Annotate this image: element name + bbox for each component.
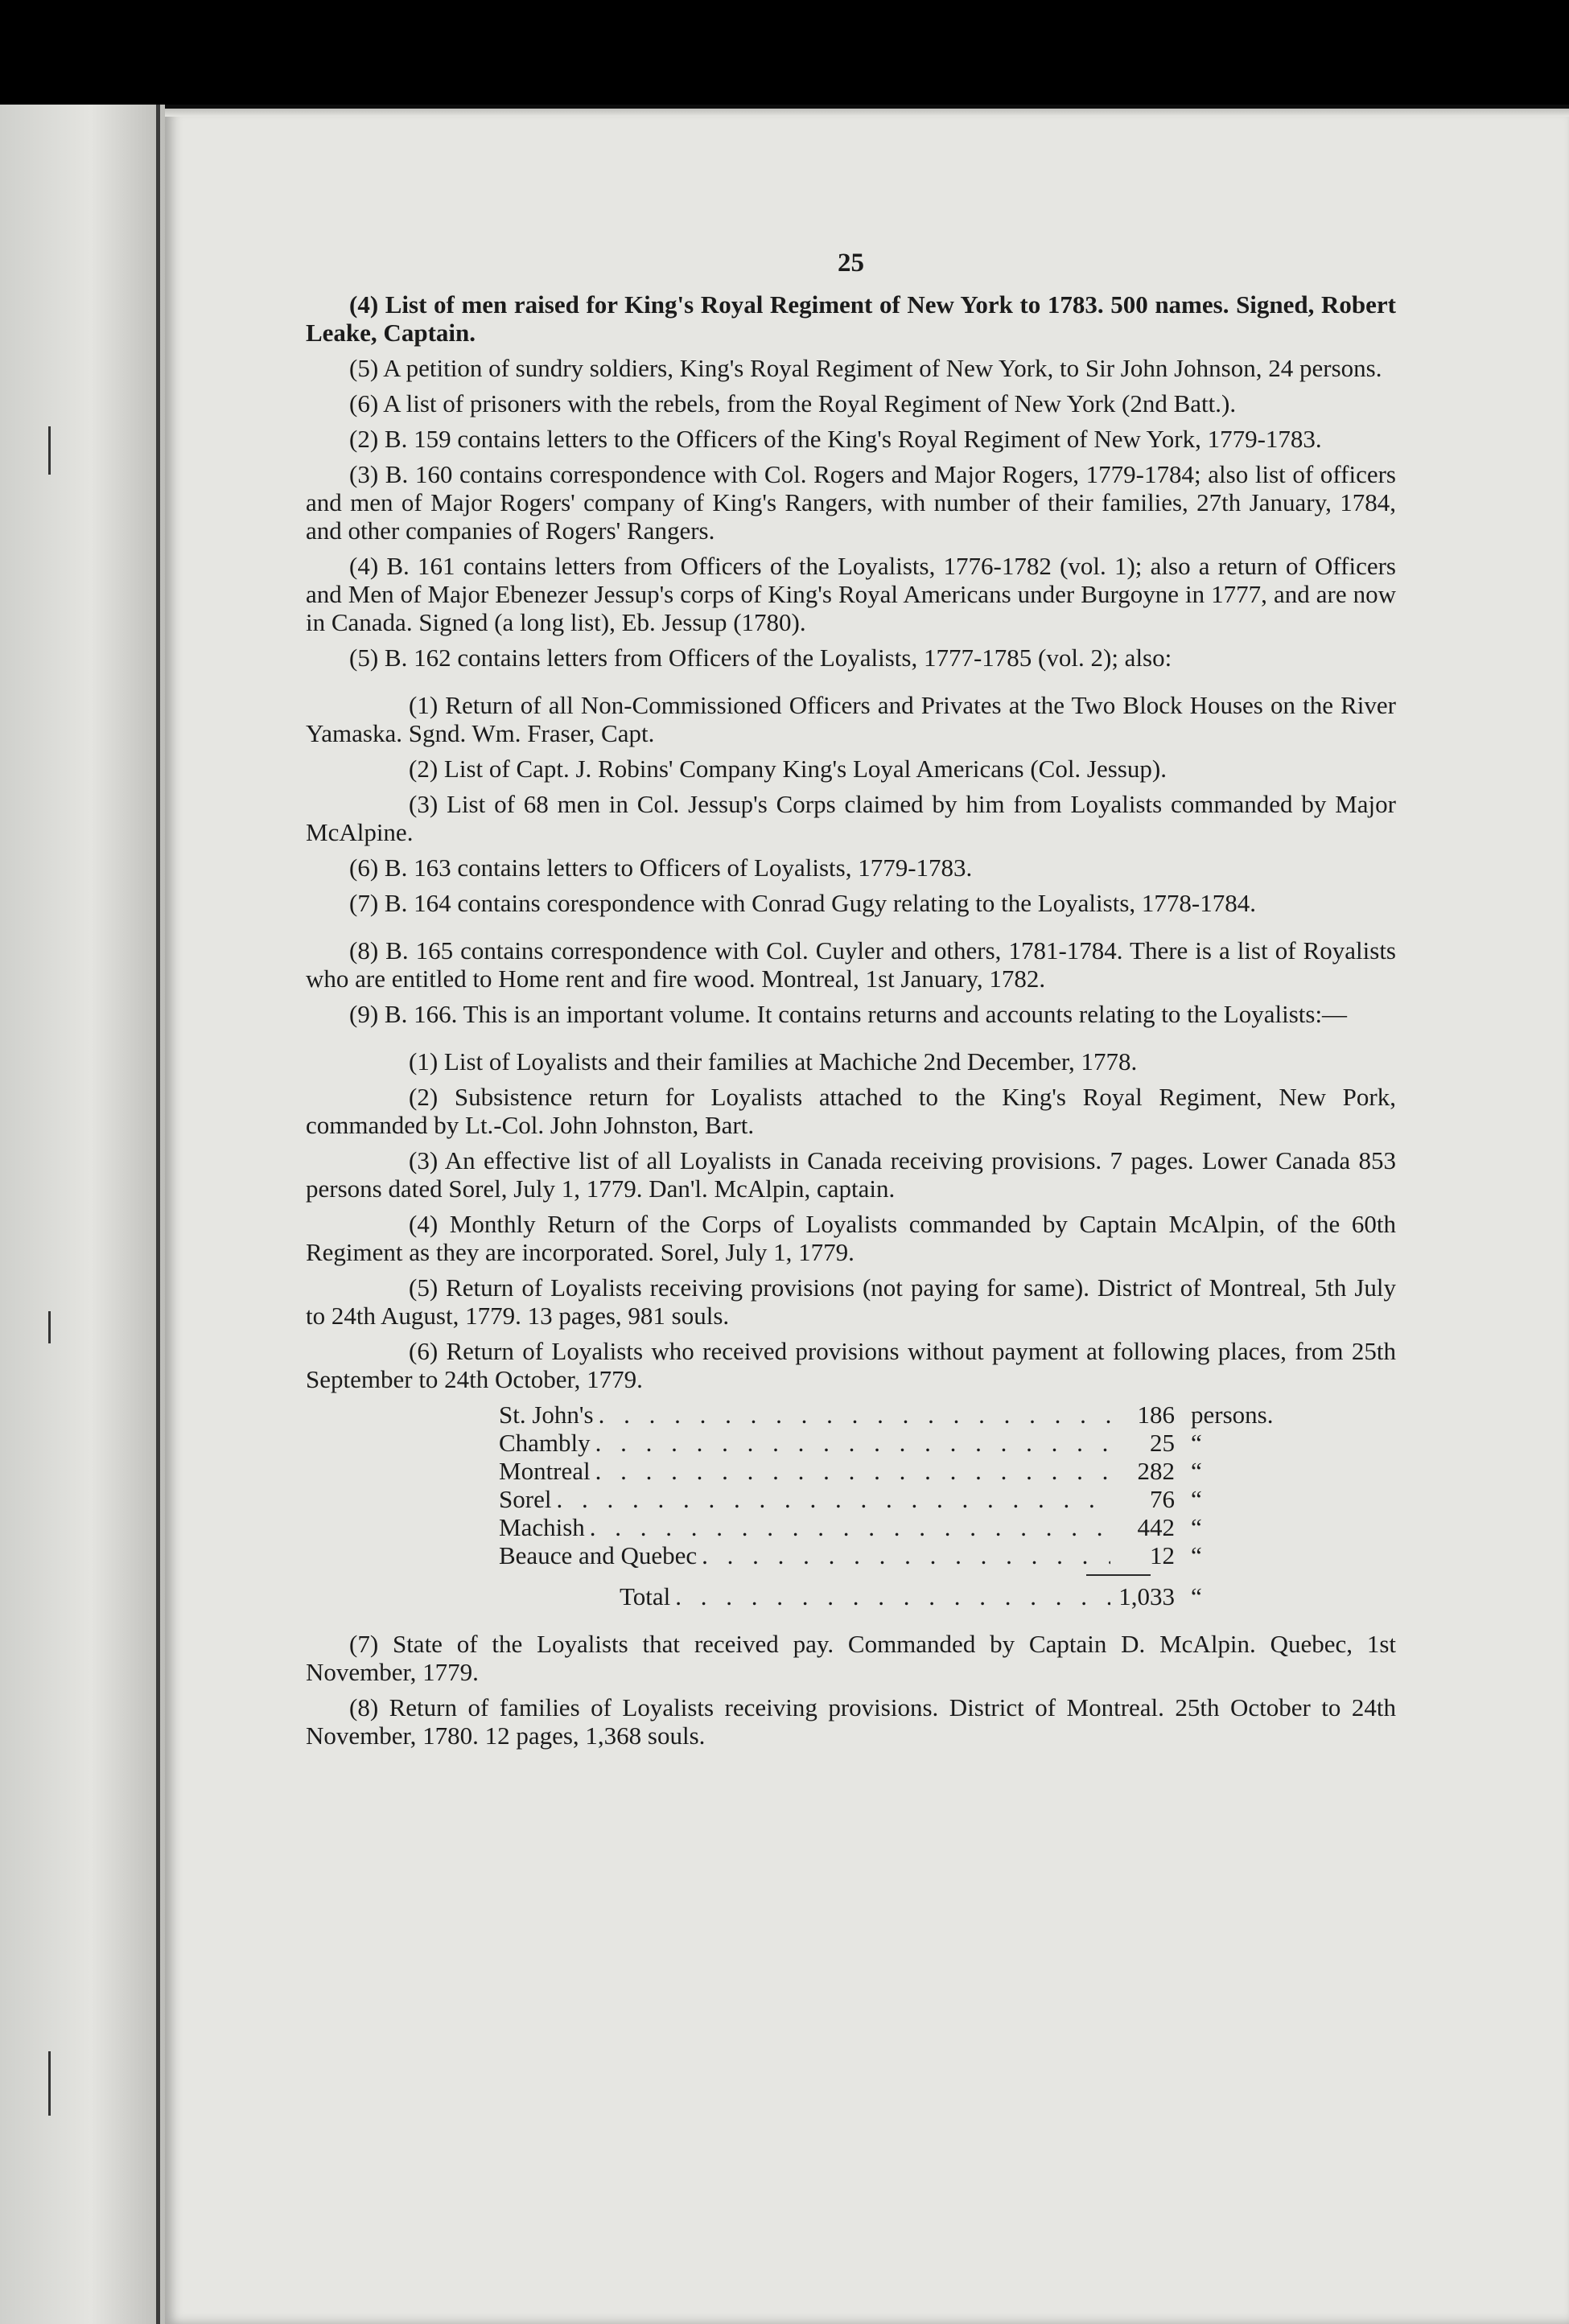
place-unit: “ — [1191, 1485, 1202, 1513]
table-row — [499, 1485, 1312, 1513]
entry-paragraph: (7) B. 164 contains corespondence with Conrad Gugy relating to the Loyalists, 1778-1784. — [349, 889, 1256, 917]
sub-item: (4) Monthly Return of the Corps of Loyalists commanded by Captain McAlpin, of the 60th Regiment as they are incorporated. Sorel, July 1, 1779. — [306, 1210, 1396, 1266]
entry-paragraph: (4) List of men raised for King's Royal Regiment of New York to 1783. 500 names. Signed, Robert Leake, Captain. — [306, 290, 1396, 347]
total-rule — [1086, 1574, 1151, 1576]
left-page-edge — [0, 105, 165, 2324]
total-row — [620, 1582, 1312, 1610]
entry-paragraph: (6) A list of prisoners with the rebels, from the Royal Regiment of New York (2nd Batt.). — [349, 389, 1237, 417]
sub-item: (5) Return of Loyalists receiving provisions (not paying for same). District of Montreal, 5th July to 24th August, 1779. 13 pages, 981 souls. — [306, 1273, 1396, 1330]
dot-leader — [594, 1401, 1110, 1429]
document-page — [165, 109, 1569, 2324]
entry-paragraph: (8) Return of families of Loyalists receiving provisions. District of Montreal. 25th October to 24th November, 1780. 12 pages, 1,368 souls. — [306, 1693, 1396, 1750]
dot-leader — [591, 1457, 1110, 1485]
total-count: 1,033 — [1118, 1582, 1175, 1610]
table-row — [499, 1457, 1312, 1485]
table-row — [499, 1401, 1312, 1429]
scan-top-border — [0, 0, 1569, 105]
entry-paragraph: (7) State of the Loyalists that received pay. Commanded by Captain D. McAlpin. Quebec, 1st November, 1779. — [306, 1630, 1396, 1686]
dot-leader — [585, 1513, 1110, 1541]
place-name: Montreal — [499, 1457, 591, 1485]
place-unit: “ — [1191, 1457, 1202, 1485]
place-count: 282 — [1137, 1457, 1175, 1485]
place-unit: “ — [1191, 1429, 1202, 1457]
sub-item: (1) Return of all Non-Commissioned Officers and Privates at the Two Block Houses on the River Yamaska. Sgnd. Wm. Fraser, Capt. — [306, 691, 1396, 747]
place-unit: “ — [1191, 1513, 1202, 1541]
entry-paragraph: (5) B. 162 contains letters from Officers of the Loyalists, 1777-1785 (vol. 2); also: — [349, 644, 1172, 672]
page-number: 25 — [838, 249, 864, 278]
margin-mark — [48, 1311, 51, 1343]
place-unit: “ — [1191, 1541, 1202, 1569]
entry-paragraph: (2) B. 159 contains letters to the Officers of the King's Royal Regiment of New York, 1779-1783. — [349, 425, 1322, 453]
entry-paragraph: (6) B. 163 contains letters to Officers of Loyalists, 1779-1783. — [349, 854, 973, 882]
sub-item: (2) Subsistence return for Loyalists attached to the King's Royal Regiment, New Pork, commanded by Lt.-Col. John Johnston, Bart. — [306, 1083, 1396, 1139]
place-count: 76 — [1150, 1485, 1175, 1513]
dot-leader — [670, 1582, 1110, 1610]
sub-item: (1) List of Loyalists and their families at Machiche 2nd December, 1778. — [409, 1047, 1138, 1076]
sub-item: (2) List of Capt. J. Robins' Company King's Loyal Americans (Col. Jessup). — [409, 755, 1167, 783]
place-name: Beauce and Quebec — [499, 1541, 698, 1569]
place-name: Sorel — [499, 1485, 552, 1513]
page-body — [306, 249, 1396, 1757]
place-unit: persons. — [1191, 1401, 1274, 1429]
dot-leader — [591, 1429, 1110, 1457]
sub-item: (3) An effective list of all Loyalists in Canada receiving provisions. 7 pages. Lower Canada 853 persons dated Sorel, July 1, 1779. Dan'l. McAlpin, captain. — [306, 1146, 1396, 1203]
place-name: St. John's — [499, 1401, 594, 1429]
margin-mark — [48, 2051, 51, 2116]
sub-item: (6) Return of Loyalists who received provisions without payment at following places, from 25th September to 24th October, 1779. — [306, 1337, 1396, 1393]
entry-paragraph: (5) A petition of sundry soldiers, King's Royal Regiment of New York, to Sir John Johnson, 24 persons. — [349, 354, 1382, 382]
table-row — [499, 1513, 1312, 1541]
dot-leader — [551, 1485, 1110, 1513]
sub-item: (3) List of 68 men in Col. Jessup's Corps claimed by him from Loyalists commanded by Major McAlpine. — [306, 790, 1396, 846]
table-row — [499, 1429, 1312, 1457]
margin-mark — [48, 426, 51, 475]
place-name: Chambly — [499, 1429, 591, 1457]
entry-paragraph: (9) B. 166. This is an important volume. It contains returns and accounts relating to the Loyalists:— — [349, 1000, 1348, 1028]
total-label: Total — [620, 1582, 671, 1610]
place-count: 442 — [1137, 1513, 1175, 1541]
total-unit: “ — [1191, 1582, 1202, 1610]
place-count: 25 — [1150, 1429, 1175, 1457]
places-table — [499, 1401, 1312, 1610]
table-row — [499, 1541, 1312, 1569]
entry-paragraph: (8) B. 165 contains correspondence with Col. Cuyler and others, 1781-1784. There is a list of Royalists who are entitled to Home rent and fire wood. Montreal, 1st January, 1782. — [306, 936, 1396, 993]
dot-leader — [697, 1541, 1110, 1569]
place-count: 12 — [1150, 1541, 1175, 1569]
place-count: 186 — [1137, 1401, 1175, 1429]
entry-paragraph: (4) B. 161 contains letters from Officers of the Loyalists, 1776-1782 (vol. 1); also a return of Officers and Men of Major Ebenezer Jessup's corps of King's Royal Americans under Burgoyne in 1777, and are now in Canada. Signed (a long list), Eb. Jessup (1780). — [306, 552, 1396, 636]
place-name: Machish — [499, 1513, 585, 1541]
entry-paragraph: (3) B. 160 contains correspondence with Col. Rogers and Major Rogers, 1779-1784; also list of officers and men of Major Rogers' company of King's Rangers, with number of their families, 27th January, 1784, and other companies of Rogers' Rangers. — [306, 460, 1396, 545]
